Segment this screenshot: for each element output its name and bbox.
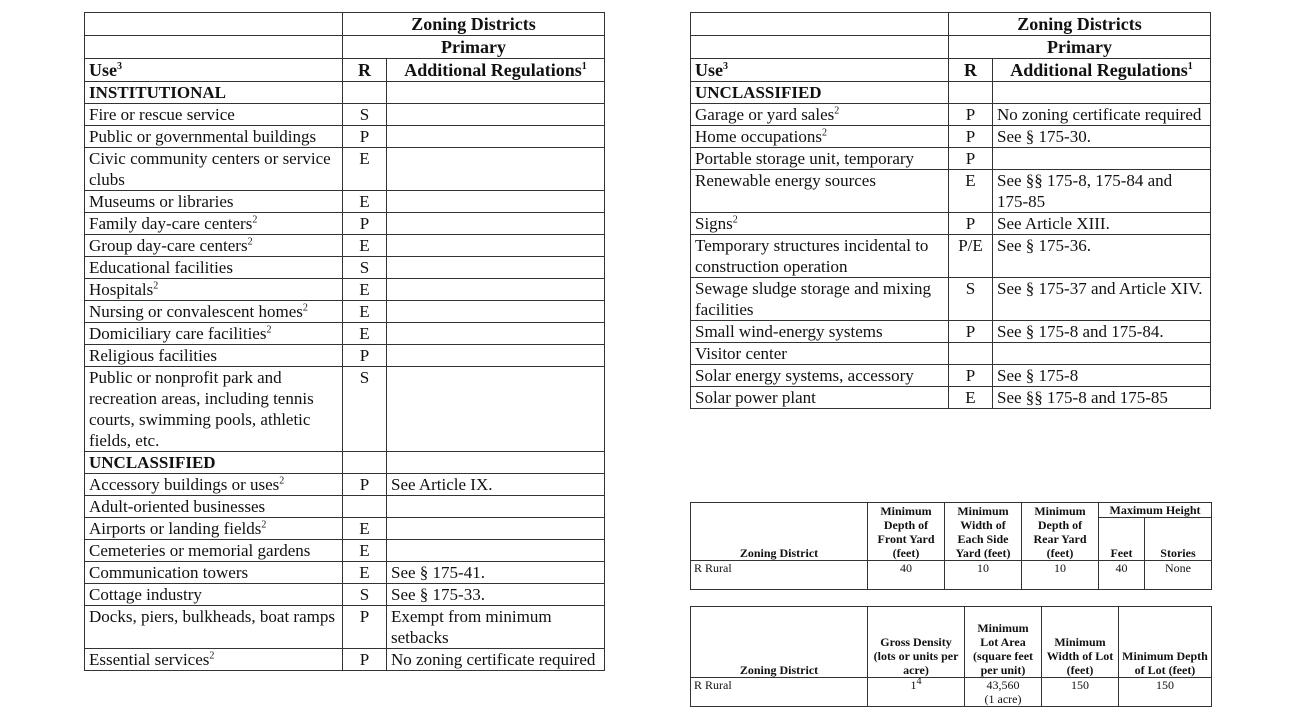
regulation-cell: See § 175-8 and 175-84. <box>993 321 1211 343</box>
r-header: R <box>949 59 993 82</box>
use-cell: Sewage sludge storage and mixing facilities <box>691 278 949 321</box>
use-row <box>691 213 1211 235</box>
r-code-cell: E <box>343 323 387 345</box>
front-yard-header: Minimum Depth of Front Yard (feet) <box>868 503 945 561</box>
use-cell: Renewable energy sources <box>691 170 949 213</box>
gross-density-header: Gross Density (lots or units per acre) <box>868 607 965 678</box>
regulation-cell: See Article IX. <box>387 474 605 496</box>
r-code-cell: E <box>343 518 387 540</box>
use-row <box>85 213 605 235</box>
regulation-cell: Exempt from minimum setbacks <box>387 606 605 649</box>
regulation-cell <box>387 191 605 213</box>
lot-area-cell: 43,560 (1 acre) <box>965 678 1042 707</box>
use-row <box>85 126 605 148</box>
front-yard-cell: 40 <box>868 561 945 590</box>
side-yard-cell: 10 <box>945 561 1022 590</box>
r-code-cell: S <box>343 584 387 606</box>
r-code-cell: S <box>343 104 387 126</box>
r-code-cell: P <box>343 345 387 367</box>
regulation-cell: See §§ 175-8 and 175-85 <box>993 387 1211 409</box>
use-table-left <box>84 12 605 671</box>
use-cell: Solar power plant <box>691 387 949 409</box>
use-cell: Signs$^2$ <box>691 213 949 235</box>
regulation-cell: See § 175-33. <box>387 584 605 606</box>
use-table-left-body <box>85 13 605 671</box>
use-cell: Accessory buildings or uses$^2$ <box>85 474 343 496</box>
yard-data-row <box>691 561 1212 590</box>
regulation-cell <box>387 279 605 301</box>
use-row <box>85 191 605 213</box>
use-row <box>85 279 605 301</box>
use-row <box>85 235 605 257</box>
regulation-cell <box>387 367 605 452</box>
lot-depth-header: Minimum Depth of Lot (feet) <box>1119 607 1212 678</box>
use-cell: Domiciliary care facilities$^2$ <box>85 323 343 345</box>
use-row <box>85 301 605 323</box>
density-header-row <box>691 607 1212 678</box>
section-row <box>85 82 605 104</box>
use-row <box>691 343 1211 365</box>
use-row <box>85 606 605 649</box>
use-row <box>85 367 605 452</box>
r-code-cell: P <box>949 104 993 126</box>
header-row-districts <box>691 13 1211 36</box>
r-code-cell: E <box>949 387 993 409</box>
lot-area-header: Minimum Lot Area (square feet per unit) <box>965 607 1042 678</box>
regulation-cell: See §§ 175-8, 175-84 and 175-85 <box>993 170 1211 213</box>
use-cell: Religious facilities <box>85 345 343 367</box>
use-cell: Civic community centers or service clubs <box>85 148 343 191</box>
regulation-cell: See § 175-36. <box>993 235 1211 278</box>
regulation-cell: See § 175-37 and Article XIV. <box>993 278 1211 321</box>
primary-header: Primary <box>949 36 1211 59</box>
regulation-cell: See Article XIII. <box>993 213 1211 235</box>
use-cell: Cottage industry <box>85 584 343 606</box>
stories-header: Stories <box>1144 518 1211 561</box>
regulation-cell <box>993 148 1211 170</box>
zoning-districts-header: Zoning Districts <box>343 13 605 36</box>
use-cell: Solar energy systems, accessory <box>691 365 949 387</box>
zoning-district-header: Zoning District <box>691 503 868 561</box>
r-code-cell: P <box>949 321 993 343</box>
regulation-cell <box>387 323 605 345</box>
section-row <box>691 82 1211 104</box>
density-cell: $1^4$ <box>868 678 965 707</box>
section-heading: INSTITUTIONAL <box>85 82 343 104</box>
district-cell: R Rural <box>691 561 868 590</box>
header-row-columns <box>85 59 605 82</box>
use-cell: Essential services$^2$ <box>85 649 343 671</box>
use-cell: Visitor center <box>691 343 949 365</box>
use-cell: Public or governmental buildings <box>85 126 343 148</box>
side-yard-header: Minimum Width of Each Side Yard (feet) <box>945 503 1022 561</box>
use-cell: Temporary structures incidental to construction operation <box>691 235 949 278</box>
use-row <box>85 104 605 126</box>
r-code-cell: E <box>949 170 993 213</box>
regulation-cell <box>387 213 605 235</box>
use-row <box>85 345 605 367</box>
r-code-cell: E <box>343 235 387 257</box>
r-code-cell: S <box>343 367 387 452</box>
max-height-header: Maximum Height <box>1099 503 1212 518</box>
use-header: Use$^3$ <box>85 59 343 82</box>
r-code-cell: P <box>949 126 993 148</box>
use-cell: Home occupations$^2$ <box>691 126 949 148</box>
additional-regulations-header: Additional Regulations$^1$ <box>993 59 1211 82</box>
use-cell: Public or nonprofit park and recreation areas, including tennis courts, swimming pools, athletic fields, etc. <box>85 367 343 452</box>
use-row <box>85 649 605 671</box>
r-code-cell: P <box>949 148 993 170</box>
r-code-cell: P <box>949 213 993 235</box>
r-code-cell: P <box>343 649 387 671</box>
use-row <box>691 387 1211 409</box>
regulation-cell: No zoning certificate required <box>387 649 605 671</box>
regulation-cell <box>387 496 605 518</box>
lot-width-cell: 150 <box>1042 678 1119 707</box>
district-cell: R Rural <box>691 678 868 707</box>
use-cell: Docks, piers, bulkheads, boat ramps <box>85 606 343 649</box>
rear-yard-cell: 10 <box>1022 561 1099 590</box>
use-table-right <box>690 12 1211 409</box>
primary-header: Primary <box>343 36 605 59</box>
r-code-cell: S <box>949 278 993 321</box>
r-code-cell: E <box>343 301 387 323</box>
use-cell: Communication towers <box>85 562 343 584</box>
r-code-cell: S <box>343 257 387 279</box>
yard-header-row <box>691 503 1212 518</box>
r-code-cell: P <box>343 606 387 649</box>
use-row <box>691 170 1211 213</box>
regulation-cell <box>387 540 605 562</box>
use-row <box>691 278 1211 321</box>
use-row <box>85 518 605 540</box>
r-code-cell: P <box>343 474 387 496</box>
r-code-cell: P <box>343 126 387 148</box>
use-cell: Cemeteries or memorial gardens <box>85 540 343 562</box>
use-row <box>691 365 1211 387</box>
use-row <box>691 321 1211 343</box>
use-cell: Museums or libraries <box>85 191 343 213</box>
rear-yard-header: Minimum Depth of Rear Yard (feet) <box>1022 503 1099 561</box>
use-row <box>691 104 1211 126</box>
use-cell: Airports or landing fields$^2$ <box>85 518 343 540</box>
header-row-primary <box>691 36 1211 59</box>
use-row <box>85 584 605 606</box>
use-row <box>85 496 605 518</box>
r-code-cell: E <box>343 562 387 584</box>
regulation-cell: See § 175-30. <box>993 126 1211 148</box>
r-code-cell: E <box>343 148 387 191</box>
regulation-cell <box>387 518 605 540</box>
zoning-district-header: Zoning District <box>691 607 868 678</box>
additional-regulations-header: Additional Regulations$^1$ <box>387 59 605 82</box>
use-row <box>85 257 605 279</box>
r-code-cell <box>949 343 993 365</box>
use-row <box>85 562 605 584</box>
use-header: Use$^3$ <box>691 59 949 82</box>
regulation-cell <box>387 345 605 367</box>
r-code-cell: P <box>343 213 387 235</box>
r-code-cell: E <box>343 191 387 213</box>
use-row <box>85 540 605 562</box>
use-table-right-body <box>691 13 1211 409</box>
regulation-cell <box>993 343 1211 365</box>
r-code-cell <box>343 496 387 518</box>
section-row <box>85 452 605 474</box>
r-header: R <box>343 59 387 82</box>
height-feet-cell: 40 <box>1099 561 1145 590</box>
use-cell: Family day-care centers$^2$ <box>85 213 343 235</box>
regulation-cell <box>387 148 605 191</box>
use-cell: Small wind-energy systems <box>691 321 949 343</box>
use-row <box>691 235 1211 278</box>
use-cell: Adult-oriented businesses <box>85 496 343 518</box>
use-row <box>85 323 605 345</box>
regulation-cell: See § 175-8 <box>993 365 1211 387</box>
use-cell: Educational facilities <box>85 257 343 279</box>
section-heading: UNCLASSIFIED <box>691 82 949 104</box>
lot-depth-cell: 150 <box>1119 678 1212 707</box>
use-row <box>85 148 605 191</box>
use-cell: Hospitals$^2$ <box>85 279 343 301</box>
use-cell: Fire or rescue service <box>85 104 343 126</box>
regulation-cell <box>387 257 605 279</box>
regulation-cell <box>387 126 605 148</box>
use-row <box>85 474 605 496</box>
lot-width-header: Minimum Width of Lot (feet) <box>1042 607 1119 678</box>
feet-header: Feet <box>1099 518 1145 561</box>
zoning-districts-header: Zoning Districts <box>949 13 1211 36</box>
header-row-districts <box>85 13 605 36</box>
header-row-columns <box>691 59 1211 82</box>
yard-requirements-table <box>690 502 1212 590</box>
use-row <box>691 126 1211 148</box>
r-code-cell: E <box>343 540 387 562</box>
use-cell: Group day-care centers$^2$ <box>85 235 343 257</box>
regulation-cell <box>387 301 605 323</box>
use-cell: Portable storage unit, temporary <box>691 148 949 170</box>
height-stories-cell: None <box>1144 561 1211 590</box>
regulation-cell: See § 175-41. <box>387 562 605 584</box>
use-row <box>691 148 1211 170</box>
regulation-cell <box>387 104 605 126</box>
r-code-cell: P <box>949 365 993 387</box>
r-code-cell: P/E <box>949 235 993 278</box>
r-code-cell: E <box>343 279 387 301</box>
regulation-cell <box>387 235 605 257</box>
lot-requirements-table <box>690 606 1212 707</box>
use-cell: Garage or yard sales$^2$ <box>691 104 949 126</box>
section-heading: UNCLASSIFIED <box>85 452 343 474</box>
regulation-cell: No zoning certificate required <box>993 104 1211 126</box>
header-row-primary <box>85 36 605 59</box>
density-data-row <box>691 678 1212 707</box>
use-cell: Nursing or convalescent homes$^2$ <box>85 301 343 323</box>
